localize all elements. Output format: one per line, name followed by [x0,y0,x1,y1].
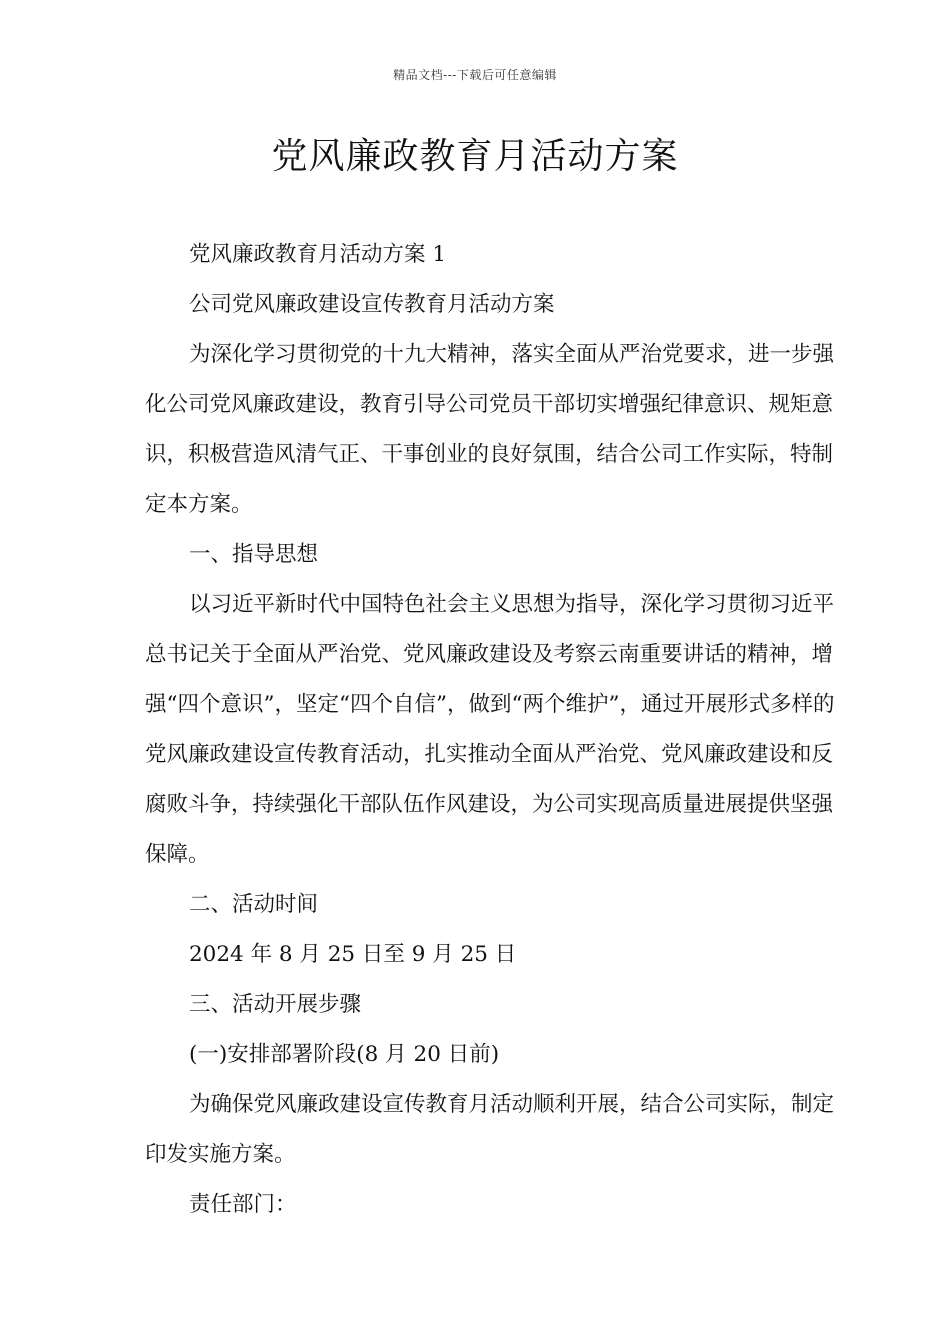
subsection-heading-deployment: (一)安排部署阶段(8 月 20 日前) [189,1042,500,1067]
paragraph-intro: 为深化学习贯彻党的十九大精神，落实全面从严治党要求，进一步强化公司党风廉政建设，教育引导公司党员干部切实增强纪律意识、规矩意识，积极营造风清气正、干事创业的良好氛围，结合公司工作实际，特制定本方案。 [145,342,835,517]
section-heading-guiding-thought: 一、指导思想 [189,542,319,567]
section-heading-activity-time: 二、活动时间 [189,892,319,917]
paragraph-plan-name: 公司党风廉政建设宣传教育月活动方案 [189,292,555,317]
paragraph-activity-time: 2024 年 8 月 25 日至 9 月 25 日 [189,942,517,967]
paragraph-subtitle: 党风廉政教育月活动方案 1 [189,242,447,267]
paragraph-deployment: 为确保党风廉政建设宣传教育月活动顺利开展，结合公司实际，制定印发实施方案。 [145,1092,835,1167]
header-note: 精品文档---下载后可任意编辑 [393,68,557,82]
document-body [145,230,835,1230]
paragraph-guiding-thought: 以习近平新时代中国特色社会主义思想为指导，深化学习贯彻习近平总书记关于全面从严治党、党风廉政建设及考察云南重要讲话的精神，增强“四个意识”，坚定“四个自信”，做到“两个维护”，通过开展形式多样的党风廉政建设宣传教育活动，扎实推动全面从严治党、党风廉政建设和反腐败斗争，持续强化干部队伍作风建设，为公司实现高质量进展提供坚强保障。 [145,592,835,867]
paragraph-responsible-dept: 责任部门： [189,1192,297,1217]
page-title: 党风廉政教育月活动方案 [271,136,679,177]
section-heading-steps: 三、活动开展步骤 [189,992,362,1017]
